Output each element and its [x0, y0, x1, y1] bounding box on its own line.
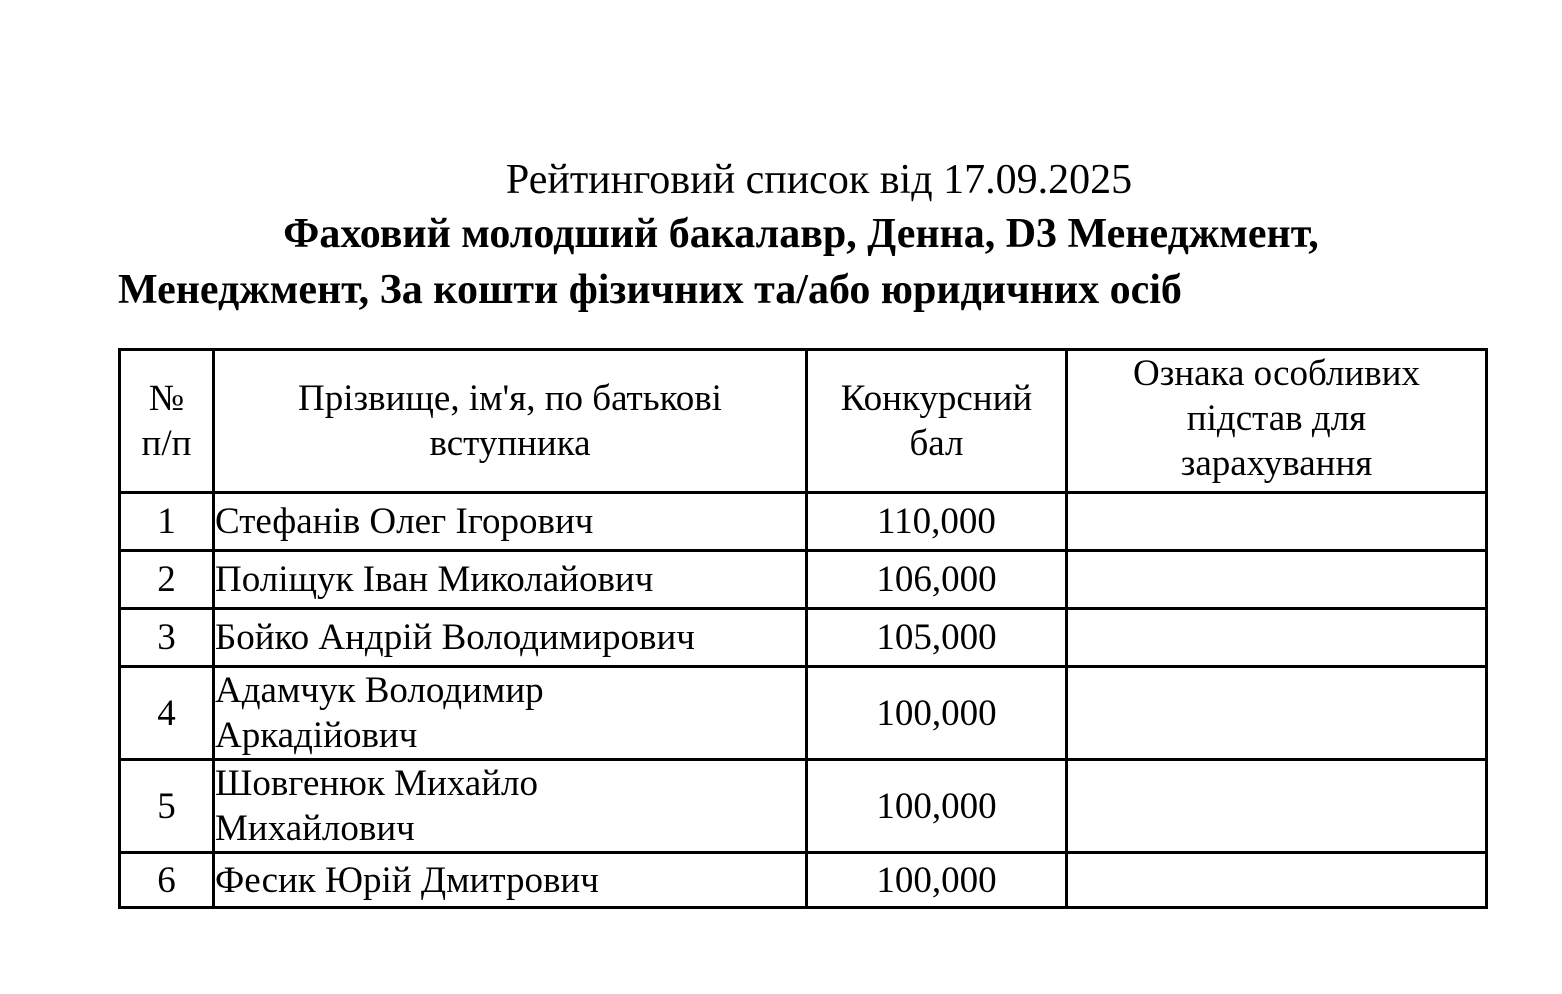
header-number-line2: п/п	[141, 423, 192, 464]
row-number: 5	[120, 760, 214, 853]
header-note	[1067, 350, 1487, 493]
table-row	[120, 667, 1487, 760]
row-score: 106,000	[807, 551, 1067, 609]
row-name-line2: Аркадійович	[215, 715, 418, 756]
row-number: 3	[120, 609, 214, 667]
table-row	[120, 551, 1487, 609]
row-score: 110,000	[807, 493, 1067, 551]
table-row	[120, 609, 1487, 667]
table-header-row	[120, 350, 1487, 493]
row-note	[1067, 853, 1487, 908]
document-heading	[118, 154, 1484, 318]
row-note	[1067, 667, 1487, 760]
header-score	[807, 350, 1067, 493]
header-note-line1: Ознака особливих	[1133, 353, 1420, 394]
row-note	[1067, 760, 1487, 853]
row-number: 4	[120, 667, 214, 760]
row-note	[1067, 609, 1487, 667]
row-name	[214, 667, 807, 760]
row-name: Фесик Юрій Дмитрович	[214, 853, 807, 908]
header-name-line1: Прізвище, ім'я, по батькові	[298, 378, 722, 419]
table-row	[120, 493, 1487, 551]
row-score: 100,000	[807, 667, 1067, 760]
row-number: 1	[120, 493, 214, 551]
document-title-line2: Менеджмент, За кошти фізичних та/або юридичних осіб	[118, 267, 1182, 313]
header-number-line1: №	[148, 378, 185, 419]
row-score: 100,000	[807, 760, 1067, 853]
header-name	[214, 350, 807, 493]
header-score-line2: бал	[909, 423, 964, 464]
row-note	[1067, 493, 1487, 551]
document-title-line1: Фаховий молодший бакалавр, Денна, D3 Менеджмент,	[283, 211, 1319, 257]
row-name-line2: Михайлович	[215, 808, 415, 849]
row-name-line1: Шовгенюк Михайло	[215, 763, 538, 804]
rating-table	[118, 348, 1488, 909]
row-name	[214, 760, 807, 853]
document-subtitle: Рейтинговий список від 17.09.2025	[505, 157, 1133, 203]
row-number: 2	[120, 551, 214, 609]
header-note-line3: зарахування	[1180, 443, 1373, 484]
table-row	[120, 853, 1487, 908]
header-score-line1: Конкурсний	[840, 378, 1033, 419]
document-title	[118, 206, 1484, 318]
row-name: Поліщук Іван Миколайович	[214, 551, 807, 609]
row-name: Стефанів Олег Ігорович	[214, 493, 807, 551]
header-name-line2: вступника	[429, 423, 591, 464]
header-number	[120, 350, 214, 493]
row-score: 105,000	[807, 609, 1067, 667]
row-name: Бойко Андрій Володимирович	[214, 609, 807, 667]
table-row	[120, 760, 1487, 853]
row-score: 100,000	[807, 853, 1067, 908]
row-number: 6	[120, 853, 214, 908]
row-note	[1067, 551, 1487, 609]
header-note-line2: підстав для	[1186, 398, 1367, 439]
row-name-line1: Адамчук Володимир	[215, 670, 544, 711]
